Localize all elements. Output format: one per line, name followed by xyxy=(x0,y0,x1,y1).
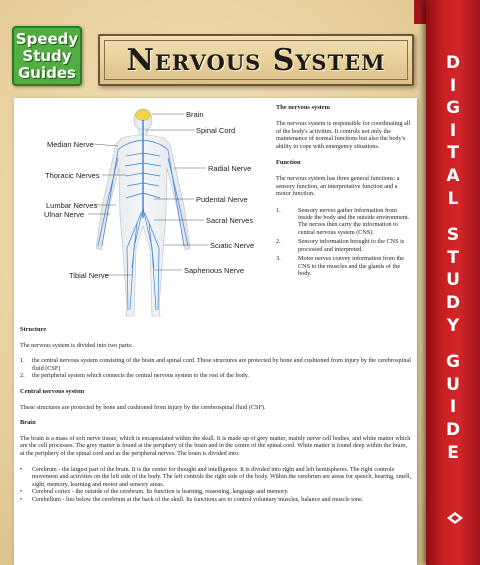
ribbon-letter: I xyxy=(449,120,457,141)
heading-cns: Central nervous system xyxy=(20,387,85,395)
ribbon-letter: Y xyxy=(446,315,460,336)
label-radial-nerve: Radial Nerve xyxy=(208,164,252,173)
ribbon-letter: I xyxy=(449,397,457,418)
brand-line-1: Speedy xyxy=(15,29,79,48)
label-spinal-cord: Spinal Cord xyxy=(196,126,236,135)
nerve-network xyxy=(98,120,188,310)
heading-nervous-system: The nervous system xyxy=(276,104,330,111)
ribbon-letter: E xyxy=(447,442,459,463)
list-item: 3. Motor nerves convey information from the CNS to the muscles and the glands of the body. xyxy=(276,255,405,277)
ribbon-letter: D xyxy=(445,292,461,313)
ribbon-letter: U xyxy=(446,270,460,291)
structure-list xyxy=(20,357,412,380)
label-median-nerve: Median Nerve xyxy=(47,140,94,149)
ribbon-letter: T xyxy=(447,143,459,164)
ribbon-letters xyxy=(426,52,480,464)
list-item: 1. the central nervous system consisting of the brain and spinal cord. These structures are protected by bone and cushioned from injury by the cerebrospinal fluid (CSF) xyxy=(20,357,411,372)
ribbon-letter: T xyxy=(447,247,459,268)
ribbon-letter: G xyxy=(446,98,460,119)
label-tibial-nerve: Tibial Nerve xyxy=(69,271,109,280)
content-page xyxy=(14,98,417,565)
brand-logo xyxy=(12,26,82,86)
heading-function: Function xyxy=(276,159,301,167)
list-item: 2. the peripheral system which connects the central nervous system to the rest of the body. xyxy=(20,372,249,380)
brain-list xyxy=(20,466,412,504)
function-list xyxy=(276,207,412,278)
lower-text xyxy=(20,326,412,512)
label-ulnar-nerve: Ulnar Nerve xyxy=(44,210,85,219)
paragraph-function: The nervous system has three general functions: a sensory function, an interpretative function and a motor function. xyxy=(276,175,400,198)
publisher-logo-icon xyxy=(445,508,465,528)
heading-structure: Structure xyxy=(20,326,47,333)
brand-line-2: Study xyxy=(22,46,72,65)
brain-shape xyxy=(136,110,151,121)
list-item: • Cerebral cortex - the outside of the cerebrum. Its function is learning, reasoning, language and memory. xyxy=(20,488,289,496)
list-item: 2. Sensory information brought to the CNS is processed and interpreted. xyxy=(276,238,405,253)
paragraph-intro: The nervous system is responsible for coordinating all of the body's activities. It controls not only the maintenance of normal functions but also the body's ability to cope with emergency situations. xyxy=(276,120,411,150)
book-title: Nervous System xyxy=(126,42,386,78)
nervous-system-diagram xyxy=(14,98,276,323)
title-banner xyxy=(98,34,414,86)
label-saphenous-nerve: Saphenous Nerve xyxy=(184,266,245,275)
brand-line-3: Guides xyxy=(18,63,76,82)
label-sacral-nerves: Sacral Nerves xyxy=(206,216,254,225)
ribbon-letter: S xyxy=(446,225,460,246)
paragraph-cns: These structures are protected by bone and cushioned from injury by the cerebrospinal fluid (CSF). xyxy=(20,403,266,411)
red-side-ribbon xyxy=(426,0,480,565)
label-pudental-nerve: Pudental Nerve xyxy=(196,195,248,204)
list-item: • Cerebellum - lies below the cerebrum at the back of the skull. Its functions are to control voluntary muscles, balance and muscle tone. xyxy=(20,495,364,503)
ribbon-letter: U xyxy=(446,374,460,395)
label-brain: Brain xyxy=(186,110,204,119)
label-sciatic-nerve: Sciatic Nerve xyxy=(210,241,255,250)
ribbon-letter: G xyxy=(446,352,460,373)
ribbon-letter: L xyxy=(447,188,459,209)
ribbon-letter: D xyxy=(445,419,461,440)
ribbon-letter: A xyxy=(446,165,460,186)
paragraph-brain: The brain is a mass of soft nerve tissue, which is encapsulated within the skull. It is made up of grey matter, mainly nerve cell bodies, and white matter which are the cell processes. The grey matter is found at the periphery of the brain and in the centre of the spinal cord. White matter is found deep within the brain, at the periphery of the spinal cord and as the peripheral nerves. The brain is divided into: xyxy=(20,434,411,457)
right-column-text xyxy=(276,104,412,279)
ribbon-letter: I xyxy=(449,75,457,96)
label-lumbar-nerves: Lumbar Nerves xyxy=(46,201,98,210)
paragraph-structure: The nervous system is divided into two parts: xyxy=(20,341,133,349)
heading-brain: Brain xyxy=(20,419,36,427)
list-item: 1. Sensory nerves gather information from inside the body and the outside environment. The nerves then carry the information to central nervous system (CNS). xyxy=(276,206,410,236)
ribbon-letter: D xyxy=(445,53,461,73)
list-item: • Cerebrum - the largest part of the brain. It is the centre for thought and intelligence. It is divided into right and left hemispheres. The right controls movement and activities on the left side of the body. The left controls the right side of the body. Within the cerebrum are areas for speech, hearing, smell, sight, memory, learning and motor and sensory areas. xyxy=(20,465,412,488)
label-thoracic-nerves: Thoracic Nerves xyxy=(45,171,100,180)
